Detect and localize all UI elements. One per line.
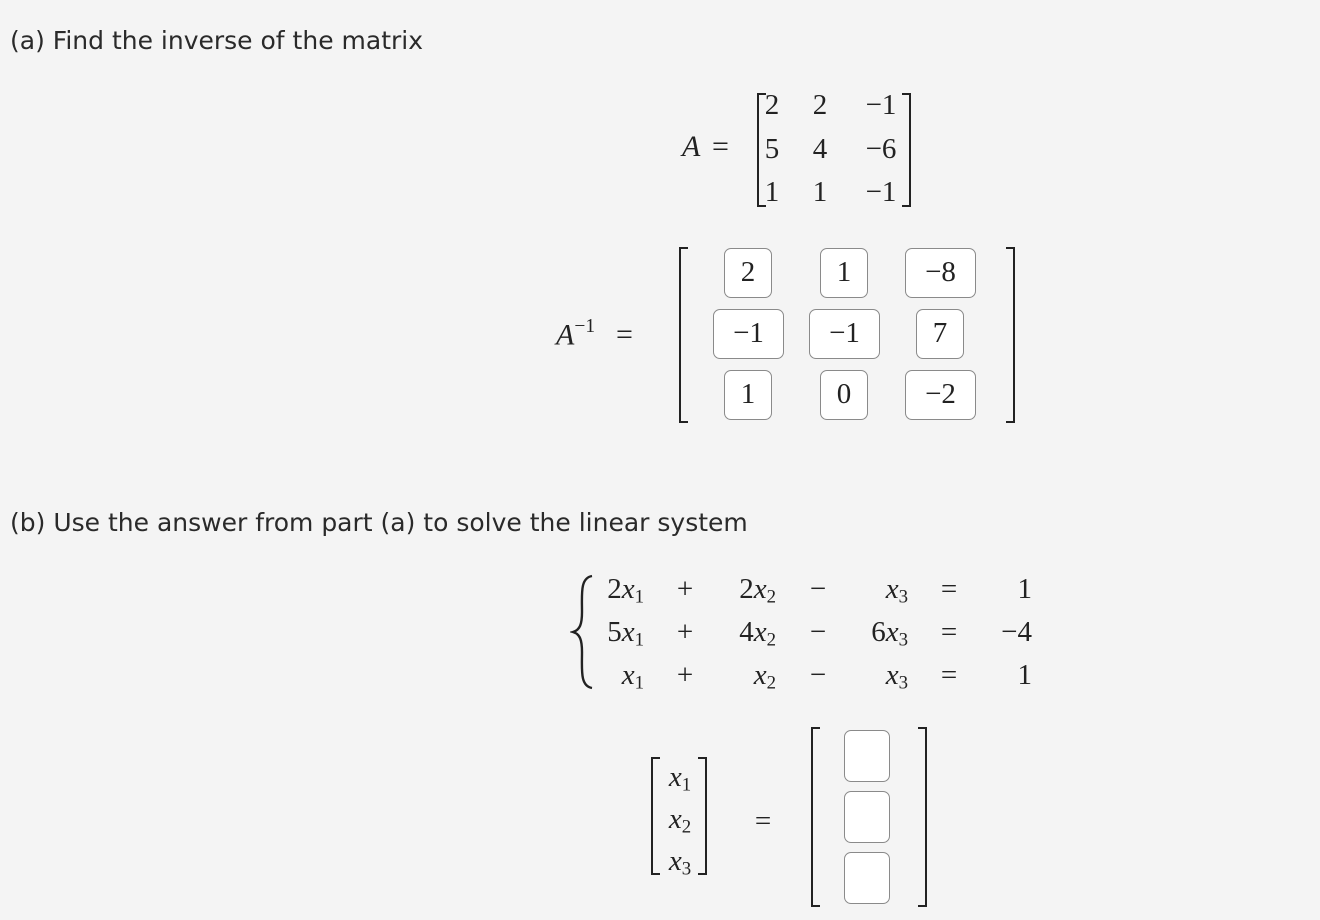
matrix-a-cell: 5 [764, 133, 780, 165]
vector-x-entry: $x_2$ [668, 803, 692, 838]
inverse-label [556, 316, 595, 353]
system-equals: = [940, 659, 958, 691]
system-equals: = [940, 616, 958, 648]
system-equals: = [940, 573, 958, 605]
inverse-answer-box[interactable]: −1 [809, 309, 880, 359]
matrix-a-cell: 2 [764, 89, 780, 121]
inverse-label-exponent: −1 [574, 316, 596, 337]
part-b-prompt: (b) Use the answer from part (a) to solve the linear system [10, 508, 748, 537]
system-term: $x_3$ [885, 573, 908, 608]
solution-answer-box-x1[interactable] [844, 730, 890, 782]
system-term: $2x_1$ [607, 573, 644, 608]
system-term: $x_1$ [621, 659, 644, 694]
matrix-a-cell: 1 [812, 176, 828, 208]
inverse-answer-box[interactable]: 0 [820, 370, 868, 420]
system-term: $2x_2$ [739, 573, 776, 608]
system-term: $6x_3$ [871, 616, 908, 651]
matrix-a-cell: −1 [865, 176, 897, 208]
solution-answer-box-x3[interactable] [844, 852, 890, 904]
inverse-equals: = [616, 318, 633, 351]
inverse-answer-box[interactable]: −2 [905, 370, 976, 420]
system-term: $x_2$ [753, 659, 776, 694]
inverse-answer-box[interactable]: −8 [905, 248, 976, 298]
vector-equals: = [754, 805, 772, 837]
system-operator: + [676, 573, 694, 605]
inverse-answer-box[interactable]: 2 [724, 248, 772, 298]
inverse-answer-box[interactable]: 1 [820, 248, 868, 298]
matrix-a-cell: −1 [865, 89, 897, 121]
system-operator: + [676, 659, 694, 691]
inverse-answer-box[interactable]: −1 [713, 309, 784, 359]
vector-x-entry: $x_1$ [668, 761, 692, 796]
system-rhs: 1 [1017, 659, 1032, 691]
inverse-answer-box[interactable]: 7 [916, 309, 964, 359]
solution-answer-box-x2[interactable] [844, 791, 890, 843]
system-operator: − [809, 659, 827, 691]
matrix-a-cell: −6 [865, 133, 897, 165]
matrix-a-equals: = [712, 130, 729, 163]
matrix-a-cell: 4 [812, 133, 828, 165]
system-rhs: −4 [1001, 616, 1032, 648]
part-a-prompt: (a) Find the inverse of the matrix [10, 26, 424, 55]
matrix-a-label: A [682, 130, 701, 163]
system-term: $x_3$ [885, 659, 908, 694]
inverse-answer-box[interactable]: 1 [724, 370, 772, 420]
system-operator: − [809, 616, 827, 648]
inverse-label-letter: A [556, 318, 575, 352]
system-rhs: 1 [1017, 573, 1032, 605]
system-operator: − [809, 573, 827, 605]
matrix-a-cell: 2 [812, 89, 828, 121]
system-term: $5x_1$ [607, 616, 644, 651]
system-term: $4x_2$ [739, 616, 776, 651]
system-operator: + [676, 616, 694, 648]
matrix-a-cell: 1 [764, 176, 780, 208]
vector-x-entry: $x_3$ [668, 845, 692, 880]
